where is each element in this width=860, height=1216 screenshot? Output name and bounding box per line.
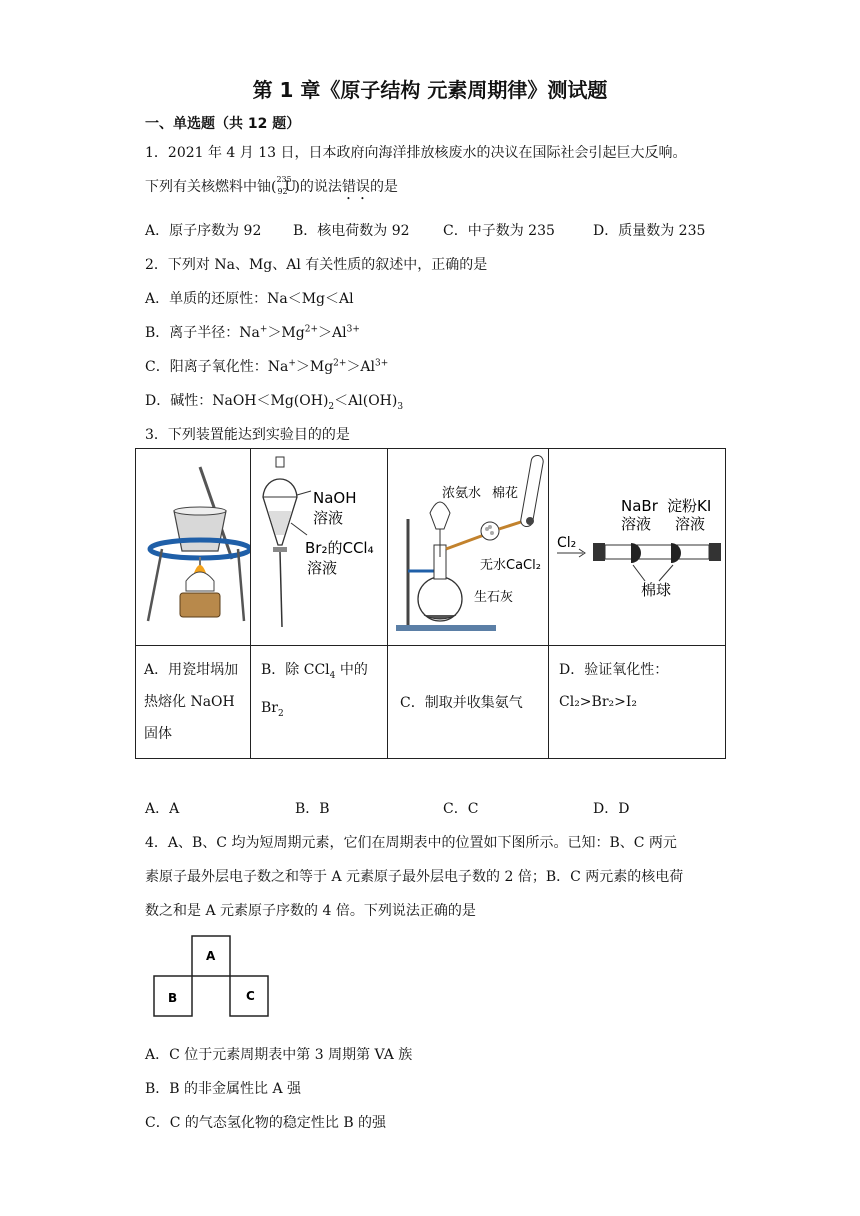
fig-d-cl2-label: Cl₂ [557,535,577,551]
fig-c-label-4: 生石灰 [474,590,514,605]
periodic-table-fragment [150,932,280,1022]
right-stopper [709,543,721,561]
alcohol-lamp [186,572,214,591]
q3-option-a[interactable]: A．A [145,801,180,817]
section-heading: 一、单选题（共 12 题） [145,116,301,132]
fig-c-label-1: 浓氨水 [442,486,482,501]
fig-b-label-4: 溶液 [307,559,338,577]
q4-stem-line3: 数之和是 A 元素原子序数的 4 倍。下列说法正确的是 [145,903,476,919]
stem [280,552,282,627]
caption-d: D．验证氧化性： Cl₂>Br₂>I₂ [549,646,726,759]
halogen-tube-figure [549,449,725,641]
q2-option-d[interactable]: D．碱性：$NaOH<Mg(OH)_2<Al(OH)_3$ [145,393,404,412]
fig-b-label-3: Br₂的CCl₄ [305,539,374,557]
glass-tube [605,545,709,559]
q4-option-b[interactable]: B．B 的非金属性比 A 强 [145,1081,302,1097]
separatory-funnel-figure [251,449,387,641]
caption-c: C．制取并收集氨气 [388,646,549,759]
q2-option-c[interactable]: C．阳离子氧化性：$Na^+>Mg^{2+}>Al^{3+}$ [145,358,389,375]
q1-stem: 1．2021 年 4 月 13 日，日本政府向海洋排放核废水的决议在国际社会引起巨大反响。 [145,145,687,161]
fig-d-label-5: 棉球 [641,581,672,599]
fig-a-cell [136,449,251,646]
tripod-leg-left [148,549,162,621]
q1-option-c[interactable]: C．中子数为 235 [443,223,555,239]
delivery-tube [446,535,484,549]
drying-tube-bulb [481,522,499,540]
fig-b-cell [251,449,388,646]
q1-option-d[interactable]: D．质量数为 235 [593,223,706,239]
fig-c-label-2: 棉花 [492,486,519,501]
dropping-funnel [430,502,450,529]
fig-d-label-3: 淀粉KI [667,497,712,515]
caption-a: A．用瓷坩埚加 热熔化 NaOH 固体 [136,646,251,759]
stopper [276,457,284,467]
q2-stem: 2．下列对 Na、Mg、Al 有关性质的叙述中，正确的是 [145,257,488,273]
q4-option-c[interactable]: C．C 的气态氢化物的稳定性比 B 的强 [145,1115,387,1131]
fig-d-cell [549,449,726,646]
left-stopper [593,543,605,561]
fig-d-label-1: NaBr [621,497,658,515]
q3-option-d[interactable]: D．D [593,801,630,817]
q4-stem-line1: 4．A、B、C 均为短周期元素，它们在周期表中的位置如下图所示。已知：B、C 两元 [145,835,677,851]
fig-c-label-3: 无水CaCl₂ [480,558,541,573]
crucible-on-tripod-figure [136,449,250,641]
q3-option-b[interactable]: B．B [295,801,330,817]
q4-option-a[interactable]: A．C 位于元素周期表中第 3 周期第 VA 族 [145,1047,413,1063]
stopcock [273,547,287,552]
q2-option-b[interactable]: B．离子半径：$Na^+>Mg^{2+}>Al^{3+}$ [145,324,360,341]
collecting-test-tube [520,455,544,528]
tripod-leg-right [238,549,244,621]
box-c-label: C [246,989,255,1003]
stand-base [396,625,496,631]
box-b-label: B [168,991,178,1005]
q2-option-a[interactable]: A．单质的还原性：Na＜Mg＜Al [145,291,354,307]
box-a-label: A [206,949,216,963]
q3-apparatus-table [135,448,726,759]
cotton-plug [526,517,534,525]
q1-option-a[interactable]: A．原子序数为 92 [145,223,262,239]
uranium-nuclide: 235 92 U [276,175,297,196]
emphasis-word: 错误 [341,179,370,195]
fig-d-label-4: 溶液 [675,515,706,533]
fig-b-label-2: 溶液 [313,509,344,527]
q3-stem: 3．下列装置能达到实验目的的是 [145,427,350,443]
fig-b-label-1: NaOH [313,489,357,507]
q3-option-c[interactable]: C．C [443,801,479,817]
crucible [174,511,226,551]
lamp-base [180,593,220,617]
caption-b: B．除 CCl$_4$ 中的 $Br_2$ [251,646,388,759]
fig-d-label-2: 溶液 [621,515,652,533]
q4-stem-line2: 素原子最外层电子数之和等于 A 元素原子最外层电子数的 2 倍；B．C 两元素的核电荷 [145,869,684,885]
ammonia-apparatus-figure [388,449,548,641]
flask [418,577,462,621]
page-title: 第 1 章《原子结构 元素周期律》测试题 [252,78,608,102]
q1-stem-line2: 下列有关核燃料中铀( 235 92 U )的说法错误的是 [145,175,398,196]
q1-option-b[interactable]: B．核电荷数为 92 [293,223,410,239]
fig-c-cell [388,449,549,646]
